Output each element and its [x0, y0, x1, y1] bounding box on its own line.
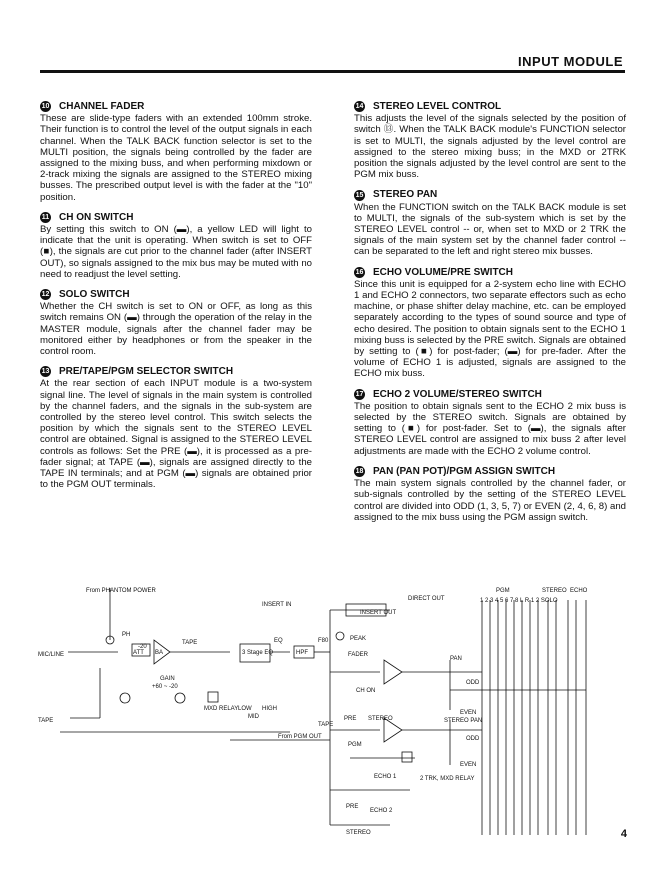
section-number-badge: 16	[355, 268, 364, 276]
section-heading	[354, 267, 626, 278]
label-low: LOW	[238, 706, 252, 712]
label-f80: F80	[318, 638, 329, 644]
section-number-badge: 11	[41, 213, 50, 221]
section-number-badge: 10	[41, 103, 50, 111]
label-mic-line: MIC/LINE	[38, 652, 65, 658]
label-eq: EQ	[274, 638, 283, 644]
label-even: EVEN	[460, 710, 477, 716]
label-pan: PAN	[450, 656, 462, 662]
section-number-badge: 12	[41, 291, 50, 299]
section-title: CHANNEL FADER	[59, 101, 145, 112]
label-stereo-2: STEREO	[346, 830, 371, 836]
section-title: ECHO VOLUME/PRE SWITCH	[373, 266, 514, 278]
section-channel-fader	[40, 101, 312, 203]
label-direct-out: DIRECT OUT	[408, 596, 445, 602]
diagram-labels	[38, 588, 588, 836]
section-number-badge: 13	[41, 368, 50, 376]
label-att: ATT	[133, 650, 144, 656]
section-heading	[354, 101, 626, 112]
label-stereo-switch: STEREO	[368, 716, 393, 722]
section-number-badge: 17	[355, 390, 364, 398]
signal-flow-diagram	[30, 580, 640, 840]
label-gain-range: +60 ~ -20	[152, 684, 178, 690]
right-column	[354, 101, 626, 532]
section-title: PRE/TAPE/PGM SELECTOR SWITCH	[59, 366, 234, 378]
label-ch-on: CH ON	[356, 688, 376, 694]
section-echo-volume-pre-switch	[354, 267, 626, 380]
label-high: HIGH	[262, 706, 277, 712]
section-echo2-volume-stereo-switch	[354, 389, 626, 457]
section-title: CH ON SWITCH	[59, 211, 134, 223]
section-title: SOLO SWITCH	[59, 289, 130, 301]
label-hpf: HPF	[296, 650, 308, 656]
label-pgm-box: PGM	[348, 742, 362, 748]
section-body: Since this unit is equipped for a 2-system echo line with ECHO 1 and ECHO 2 connectors, two separate effectors such as echo machine, or phase shifter delay machine, etc. can be employed separately according to the types of sound source and type of echo desired. The position to obtain signals sent to the ECHO 1 mixing buss is selected by the PRE switch. Signals are obtained by setting to (■) for post-fader; (▬) for pre-fader. After the volume of ECHO 1 is adjusted, signals are assigned to the ECHO mix buss.	[354, 278, 626, 380]
section-pan-pgm-assign	[354, 466, 626, 523]
section-body: The main system signals controlled by the channel fader, or sub-signals controlled by the setting of the STEREO LEVEL control are divided into ODD (1, 3, 5, 7) or EVEN (2, 4, 6, 8) and assigned to the mix buss using the PGM assign switch.	[354, 478, 626, 523]
section-title: STEREO PAN	[373, 189, 438, 201]
section-body: These are slide-type faders with an extended 100mm stroke. Their function is to control the level of the output signals in each channel. When the TALK BACK function selector is set to the MULTI position, the signals being controlled by the fader are assigned to the mixing buss, and when performing mixdown or 2-track mixing the signals are assigned to the STEREO mixing busses. The prescribed output level is with the fader at the "10" position.	[40, 113, 312, 203]
label-tape-lower: TAPE	[318, 722, 334, 728]
label-echo2: ECHO 2	[370, 808, 393, 814]
label-gain: GAIN	[160, 676, 175, 682]
section-solo-switch	[40, 289, 312, 357]
section-pre-tape-pgm-selector	[40, 366, 312, 490]
label-echo1: ECHO 1	[374, 774, 397, 780]
section-heading	[40, 212, 312, 223]
label-odd-2: ODD	[466, 736, 480, 742]
page-header-title: INPUT MODULE	[518, 54, 623, 69]
section-heading	[40, 289, 312, 300]
section-stereo-pan	[354, 189, 626, 257]
label-pre: PRE	[344, 716, 357, 722]
label-pgm: PGM	[496, 588, 510, 594]
section-body: This adjusts the level of the signals selected by the position of switch ⑬. When the TALK BACK module's FUNCTION selector is set to MULTI, the signals adjusted by the level control are assigned to the stereo mixing buss; in the MXD or 2TRK position the signals adjusted by the level control are sent to the PGM mix buss.	[354, 113, 626, 181]
label-echo: ECHO	[570, 588, 588, 594]
section-number-badge: 15	[355, 191, 364, 199]
section-number-badge: 18	[355, 467, 364, 475]
label-ph: PH	[122, 632, 131, 638]
label-even-2: EVEN	[460, 762, 477, 768]
section-ch-on-switch	[40, 212, 312, 280]
label-mxd-relay: MXD RELAY	[204, 706, 239, 712]
label-pre-2: PRE	[346, 804, 359, 810]
label-tape-input: TAPE	[38, 718, 54, 724]
left-column	[40, 101, 312, 500]
label-insert-out: INSERT OUT	[360, 610, 397, 616]
label-2trk-mxd-relay: 2 TRK, MXD RELAY	[420, 776, 475, 782]
label-tape-box: TAPE	[182, 640, 198, 646]
section-heading	[40, 101, 312, 112]
label-ba: BA	[155, 650, 164, 656]
section-body: By setting this switch to ON (▬), a yellow LED will light to indicate that the unit is operating. When switch is set to OFF (■), the signals are cut prior to the channel fader (after INSERT OUT), so signals assigned to the mix bus may be muted with no need to readjust the level setting.	[40, 224, 312, 280]
label-peak: PEAK	[350, 636, 367, 642]
section-heading	[354, 466, 626, 477]
label-stereo: STEREO	[542, 588, 567, 594]
label-fader: FADER	[348, 652, 369, 658]
section-body: Whether the CH switch is set to ON or OFF, as long as this switch remains ON (▬) through the operation of the relay in the MASTER module, signals after the channel fader may be monitored either by headphones or from the speaker in the control room.	[40, 301, 312, 358]
label-insert-in: INSERT IN	[262, 602, 292, 608]
label-stereo-pan: STEREO PAN	[444, 718, 483, 724]
section-number-badge: 14	[355, 103, 364, 111]
section-heading	[354, 389, 626, 400]
label-3stage-eq: 3 Stage EQ	[242, 650, 274, 656]
label-odd: ODD	[466, 680, 480, 686]
label-mid: MID	[248, 714, 259, 720]
page-number: 4	[620, 828, 627, 840]
section-body: The position to obtain signals sent to the ECHO 2 mix buss is selected by the STEREO switch. Signals are obtained by setting to (■) for post-fader. Set to (▬), the signals after STEREO LEVEL control are assigned to mix buss 2 after level adjustments are made with the ECHO 2 volume control.	[354, 400, 626, 457]
label-from-phantom-power: From PHANTOM POWER	[86, 588, 156, 594]
section-heading	[354, 189, 626, 200]
section-heading	[40, 366, 312, 377]
header-rule	[40, 70, 625, 73]
section-body: When the FUNCTION switch on the TALK BACK module is set to MULTI, the signals of the sub-system which is set by the STEREO LEVEL control -- or, when set to MXD or 2 TRK the signals of the main system set by the channel fader control -- can be separated to the left and right stereo mix busses.	[354, 201, 626, 258]
label-minus20: -20	[138, 644, 147, 650]
label-bus-numbers: 1 2 3 4 5 6 7 8 L R 1 2 SOLO	[480, 598, 558, 604]
label-from-pgm-out: From PGM OUT	[278, 734, 322, 740]
section-stereo-level-control	[354, 101, 626, 180]
section-title: STEREO LEVEL CONTROL	[373, 101, 502, 112]
section-body: At the rear section of each INPUT module is a two-system signal line. The level of signals in the main system is controlled by the channel faders, and the signals in the sub-system are controlled by the stereo level control. This switch selects the position by which the signals sent to the STEREO LEVEL control are obtained. Signal is assigned to the STEREO LEVEL controls as follows: Set the PRE (▬), it is processed as a pre-fader signal; at TAPE (▬), signals are assigned directly to the TAPE IN terminals; and at PGM (▬) signals are obtained prior to the PGM OUT terminals.	[40, 378, 312, 491]
section-title: PAN (PAN POT)/PGM ASSIGN SWITCH	[373, 465, 556, 477]
section-title: ECHO 2 VOLUME/STEREO SWITCH	[373, 388, 542, 400]
